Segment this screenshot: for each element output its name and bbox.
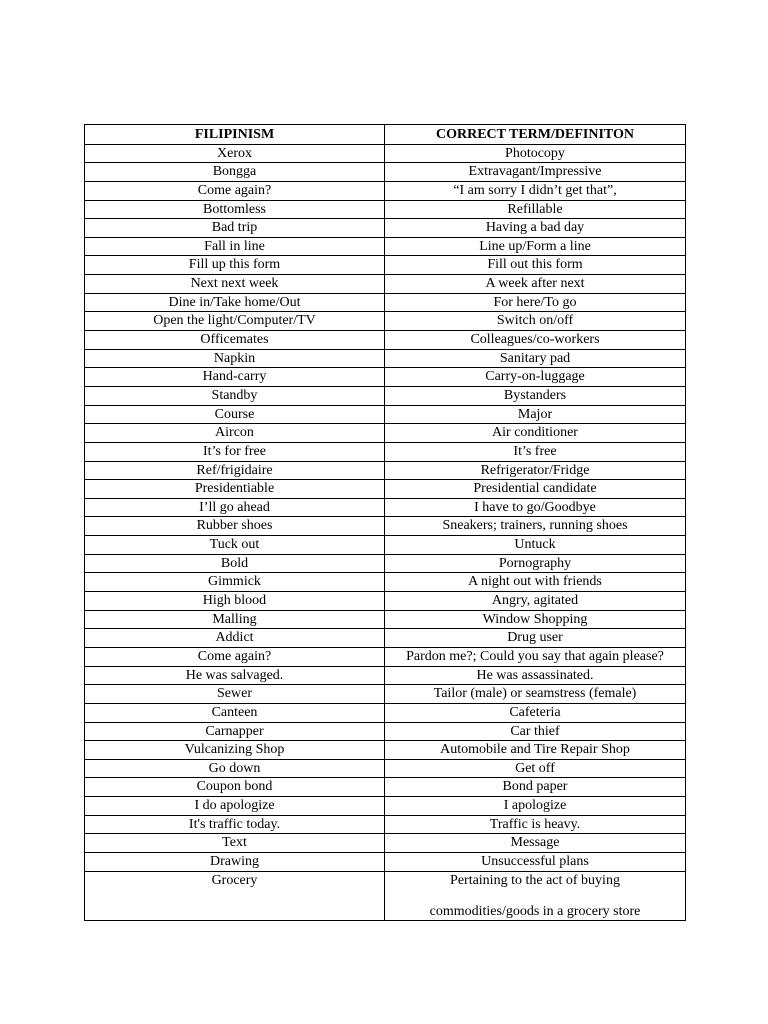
filipinism-cell: Hand-carry [85, 368, 385, 387]
filipinism-cell: Fill up this form [85, 256, 385, 275]
table-row [85, 219, 686, 238]
table-row [85, 685, 686, 704]
correct-term-cell: Switch on/off [385, 312, 686, 331]
table-row [85, 629, 686, 648]
table-row [85, 778, 686, 797]
table-row [85, 293, 686, 312]
correct-term-cell: Drug user [385, 629, 686, 648]
table-row [85, 647, 686, 666]
correct-term-cell: I apologize [385, 797, 686, 816]
filipinism-cell: Drawing [85, 852, 385, 871]
filipinism-cell: Gimmick [85, 573, 385, 592]
filipinism-cell: Standby [85, 386, 385, 405]
correct-term-cell: Tailor (male) or seamstress (female) [385, 685, 686, 704]
filipinism-cell: Text [85, 834, 385, 853]
filipinism-cell: It’s for free [85, 442, 385, 461]
correct-term-cell: Refrigerator/Fridge [385, 461, 686, 480]
table-row [85, 405, 686, 424]
filipinism-cell: I’ll go ahead [85, 498, 385, 517]
filipinism-table [84, 124, 686, 921]
filipinism-cell: Bad trip [85, 219, 385, 238]
filipinism-cell: Presidentiable [85, 480, 385, 499]
filipinism-cell: Open the light/Computer/TV [85, 312, 385, 331]
correct-term-cell: Sanitary pad [385, 349, 686, 368]
table-row [85, 144, 686, 163]
table-row [85, 442, 686, 461]
filipinism-cell: Fall in line [85, 237, 385, 256]
table-row [85, 703, 686, 722]
correct-term-cell: Untuck [385, 536, 686, 555]
filipinism-cell: Grocery [85, 871, 385, 920]
filipinism-cell: Bongga [85, 163, 385, 182]
table-header-row [85, 125, 686, 145]
correct-term-cell: Pardon me?; Could you say that again please? [385, 647, 686, 666]
table-body [85, 144, 686, 920]
filipinism-cell: Sewer [85, 685, 385, 704]
table-row [85, 331, 686, 350]
correct-term-cell: Angry, agitated [385, 592, 686, 611]
correct-term-cell: Carry-on-luggage [385, 368, 686, 387]
filipinism-cell: Canteen [85, 703, 385, 722]
correct-term-cell: Automobile and Tire Repair Shop [385, 741, 686, 760]
header-filipinism: FILIPINISM [85, 125, 385, 145]
table-row [85, 461, 686, 480]
table-row [85, 852, 686, 871]
correct-term-cell: Window Shopping [385, 610, 686, 629]
table-row [85, 797, 686, 816]
table-row [85, 386, 686, 405]
definition-line-1: Pertaining to the act of buying [450, 872, 620, 888]
table-row [85, 480, 686, 499]
table-row-grocery [85, 871, 686, 920]
table-row [85, 256, 686, 275]
filipinism-cell: Ref/frigidaire [85, 461, 385, 480]
correct-term-cell: Refillable [385, 200, 686, 219]
filipinism-cell: Vulcanizing Shop [85, 741, 385, 760]
table-row [85, 741, 686, 760]
filipinism-cell: Addict [85, 629, 385, 648]
correct-term-cell: He was assassinated. [385, 666, 686, 685]
filipinism-cell: Bold [85, 554, 385, 573]
header-correct-term: CORRECT TERM/DEFINITON [385, 125, 686, 145]
table-row [85, 815, 686, 834]
filipinism-cell: Dine in/Take home/Out [85, 293, 385, 312]
filipinism-cell: High blood [85, 592, 385, 611]
correct-term-cell: Presidential candidate [385, 480, 686, 499]
correct-term-cell: Sneakers; trainers, running shoes [385, 517, 686, 536]
table-row [85, 610, 686, 629]
table-row [85, 368, 686, 387]
table-row [85, 237, 686, 256]
correct-term-cell: Traffic is heavy. [385, 815, 686, 834]
table-row [85, 424, 686, 443]
filipinism-cell: Napkin [85, 349, 385, 368]
filipinism-cell: Tuck out [85, 536, 385, 555]
filipinism-cell: Go down [85, 759, 385, 778]
table-row [85, 592, 686, 611]
filipinism-cell: Course [85, 405, 385, 424]
definition-line-2: commodities/goods in a grocery store [429, 903, 641, 919]
correct-term-cell: I have to go/Goodbye [385, 498, 686, 517]
filipinism-cell: Aircon [85, 424, 385, 443]
filipinism-cell: Rubber shoes [85, 517, 385, 536]
filipinism-cell: Carnapper [85, 722, 385, 741]
table-row [85, 312, 686, 331]
correct-term-cell: Extravagant/Impressive [385, 163, 686, 182]
correct-term-cell: Get off [385, 759, 686, 778]
filipinism-cell: Come again? [85, 181, 385, 200]
filipinism-cell: Coupon bond [85, 778, 385, 797]
table-row [85, 163, 686, 182]
table-row [85, 498, 686, 517]
table-row [85, 349, 686, 368]
table-row [85, 536, 686, 555]
correct-term-cell: A week after next [385, 275, 686, 294]
correct-term-cell: Car thief [385, 722, 686, 741]
table-row [85, 666, 686, 685]
table-row [85, 722, 686, 741]
correct-term-cell: Fill out this form [385, 256, 686, 275]
correct-term-cell: Photocopy [385, 144, 686, 163]
correct-term-cell: Major [385, 405, 686, 424]
correct-term-cell: Bond paper [385, 778, 686, 797]
correct-term-cell: “I am sorry I didn’t get that”, [385, 181, 686, 200]
correct-term-cell: Unsuccessful plans [385, 852, 686, 871]
correct-term-cell: Cafeteria [385, 703, 686, 722]
filipinism-cell: Come again? [85, 647, 385, 666]
table-row [85, 573, 686, 592]
correct-term-cell: Bystanders [385, 386, 686, 405]
table-row [85, 181, 686, 200]
correct-term-cell: Colleagues/co-workers [385, 331, 686, 350]
filipinism-cell: It's traffic today. [85, 815, 385, 834]
correct-term-cell: Having a bad day [385, 219, 686, 238]
correct-term-cell: Line up/Form a line [385, 237, 686, 256]
filipinism-cell: Next next week [85, 275, 385, 294]
correct-term-cell-multiline [385, 871, 686, 920]
correct-term-cell: A night out with friends [385, 573, 686, 592]
table-row [85, 200, 686, 219]
filipinism-cell: I do apologize [85, 797, 385, 816]
correct-term-cell: Message [385, 834, 686, 853]
correct-term-cell: Air conditioner [385, 424, 686, 443]
filipinism-cell: Officemates [85, 331, 385, 350]
table-row [85, 759, 686, 778]
filipinism-cell: He was salvaged. [85, 666, 385, 685]
table-row [85, 834, 686, 853]
correct-term-cell: For here/To go [385, 293, 686, 312]
table-row [85, 517, 686, 536]
correct-term-cell: It’s free [385, 442, 686, 461]
correct-term-cell: Pornography [385, 554, 686, 573]
filipinism-cell: Bottomless [85, 200, 385, 219]
filipinism-cell: Xerox [85, 144, 385, 163]
table-row [85, 275, 686, 294]
table-row [85, 554, 686, 573]
filipinism-cell: Malling [85, 610, 385, 629]
